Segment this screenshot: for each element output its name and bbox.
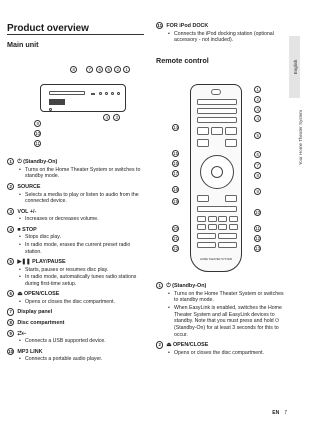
bullet-text: • Opens or closes the disc compartment. bbox=[168, 350, 284, 357]
item-number-badge: 5 bbox=[7, 258, 14, 265]
remote-callout: 7 bbox=[254, 162, 261, 169]
bullet-list bbox=[156, 31, 284, 45]
bullet-text: • When EasyLink is enabled, switches the Home Theater System and all EasyLink devices to standby. Note that you must press and hold ⏻ (Standby-On) for at least 3 seconds for this to occur. bbox=[168, 305, 284, 339]
item-title-text: ⏏ OPEN/CLOSE bbox=[17, 291, 60, 298]
item-title bbox=[7, 258, 142, 266]
display-panel bbox=[49, 99, 65, 105]
list-item bbox=[7, 290, 142, 305]
list-item bbox=[156, 282, 284, 339]
bullet-text: • Selects a media to play or listen to audio from the connected device. bbox=[19, 192, 142, 206]
bullet-text: • In radio mode, automatically tunes radio stations during first-time setup. bbox=[19, 274, 142, 288]
function-key bbox=[197, 233, 216, 239]
unit-button bbox=[105, 92, 108, 95]
function-key bbox=[218, 233, 237, 239]
list-item bbox=[7, 226, 142, 256]
number-key bbox=[197, 224, 206, 230]
disc-slot bbox=[49, 91, 85, 95]
item-title bbox=[7, 208, 142, 216]
ipod-dock-entry bbox=[156, 22, 284, 47]
bullet-text: • Connects a portable audio player. bbox=[19, 356, 142, 363]
page-title: Product overview bbox=[7, 23, 89, 34]
remote-callout: 5 bbox=[254, 132, 261, 139]
list-item bbox=[156, 341, 284, 356]
remote-button bbox=[225, 139, 237, 147]
page-footer bbox=[272, 410, 287, 417]
source-row bbox=[197, 108, 237, 114]
unit-callout: 9 bbox=[34, 120, 41, 127]
item-number-badge: 2 bbox=[7, 183, 14, 190]
unit-callout: 10 bbox=[35, 131, 41, 136]
list-item bbox=[7, 308, 142, 316]
remote-callout: 17 bbox=[173, 171, 179, 176]
unit-callout: 1 bbox=[123, 66, 130, 73]
standby-button-icon bbox=[211, 89, 221, 95]
function-key bbox=[218, 242, 237, 248]
item-title bbox=[156, 341, 284, 349]
unit-callout: 5 bbox=[105, 66, 112, 73]
main-unit-body bbox=[40, 84, 126, 112]
remote-callout: 13 bbox=[255, 246, 261, 251]
bullet-list bbox=[7, 356, 142, 363]
bullet-list bbox=[7, 167, 142, 181]
list-item bbox=[156, 22, 284, 44]
item-title-text: ⏏ OPEN/CLOSE bbox=[166, 342, 209, 349]
bullet-text: • Turns on the Home Theater System or switches to standby mode. bbox=[19, 167, 142, 181]
usb-port-icon bbox=[91, 93, 95, 95]
remote-callout: 18 bbox=[173, 187, 179, 192]
item-title bbox=[7, 319, 142, 327]
item-number-badge: 1 bbox=[7, 158, 14, 165]
item-title bbox=[7, 226, 142, 234]
item-number-badge: 11 bbox=[157, 23, 162, 28]
footer-lang: EN bbox=[272, 409, 280, 416]
item-title bbox=[156, 282, 284, 290]
unit-callout: 7 bbox=[86, 66, 93, 73]
usb-icon: ⮂⇠ bbox=[17, 330, 27, 337]
unit-callout: 11 bbox=[35, 141, 40, 146]
navigation-pad bbox=[200, 155, 234, 189]
number-key bbox=[218, 224, 227, 230]
remote-callout: 21 bbox=[173, 236, 179, 241]
source-row bbox=[197, 99, 237, 105]
remote-callout: 9 bbox=[254, 188, 261, 195]
item-number-badge: 4 bbox=[7, 226, 14, 233]
number-key bbox=[208, 224, 217, 230]
item-number-badge: 2 bbox=[156, 341, 163, 348]
remote-callout: 1 bbox=[254, 86, 261, 93]
item-title bbox=[156, 22, 284, 30]
bullet-text: • Stops disc play. bbox=[19, 234, 142, 241]
remote-button bbox=[211, 127, 223, 135]
remote-button bbox=[197, 139, 209, 147]
remote-callout: 11 bbox=[255, 226, 260, 231]
list-item bbox=[7, 348, 142, 363]
item-title-text: ⏻ (Standby-On) bbox=[17, 159, 58, 166]
remote-callout: 6 bbox=[254, 151, 261, 158]
remote-button bbox=[197, 127, 209, 135]
number-key bbox=[229, 224, 238, 230]
section-side-label: Your Home Theater System bbox=[298, 110, 303, 166]
function-key bbox=[197, 242, 216, 248]
remote-callout: 15 bbox=[173, 151, 179, 156]
remote-button bbox=[225, 127, 237, 135]
bullet-text: • Connects a USB supported device. bbox=[19, 338, 142, 345]
remote-title: Remote control bbox=[156, 56, 209, 65]
main-unit-list bbox=[7, 158, 142, 366]
page-number: 7 bbox=[284, 409, 287, 416]
item-title bbox=[7, 290, 142, 298]
remote-callout: 20 bbox=[173, 226, 179, 231]
item-number-badge: 3 bbox=[7, 208, 14, 215]
bullet-text: • Increases or decreases volume. bbox=[19, 216, 142, 223]
item-number-badge: 6 bbox=[7, 290, 14, 297]
item-title-text: Disc compartment bbox=[17, 320, 65, 327]
main-unit-diagram bbox=[40, 70, 128, 114]
bullet-list bbox=[7, 234, 142, 255]
remote-button bbox=[225, 195, 237, 202]
remote-callout: 3 bbox=[254, 106, 261, 113]
remote-callout: 10 bbox=[255, 210, 261, 215]
number-key bbox=[197, 216, 206, 222]
bullet-list bbox=[7, 216, 142, 223]
item-number-badge: 1 bbox=[156, 282, 163, 289]
bullet-text: • Starts, pauses or resumes disc play. bbox=[19, 267, 142, 274]
item-title bbox=[7, 158, 142, 166]
remote-callout: 16 bbox=[173, 161, 179, 166]
item-title-text: SOURCE bbox=[17, 183, 41, 190]
bullet-list bbox=[156, 350, 284, 357]
item-number-badge: 10 bbox=[8, 348, 14, 354]
language-tab bbox=[289, 36, 300, 98]
unit-callout: 4 bbox=[103, 114, 110, 121]
item-title bbox=[7, 348, 142, 356]
list-item bbox=[7, 330, 142, 345]
ok-button-icon bbox=[211, 166, 223, 178]
bullet-text: • Turns on the Home Theater System or switches to standby mode. bbox=[168, 291, 284, 305]
list-item bbox=[7, 208, 142, 223]
number-key bbox=[218, 216, 227, 222]
item-number-badge: 7 bbox=[7, 308, 14, 315]
remote-callout: 22 bbox=[173, 246, 179, 251]
remote-callout: 19 bbox=[173, 199, 179, 204]
transport-row bbox=[197, 206, 237, 212]
list-item bbox=[7, 258, 142, 288]
remote-callout: 4 bbox=[254, 115, 261, 122]
unit-callout: 6 bbox=[96, 66, 103, 73]
item-title-text: FOR iPod DOCK bbox=[166, 23, 209, 30]
remote-callout: 2 bbox=[254, 96, 261, 103]
item-title bbox=[7, 183, 142, 191]
remote-callout: 8 bbox=[254, 172, 261, 179]
remote-control-diagram bbox=[190, 84, 242, 272]
item-title-text: VOL +/- bbox=[17, 208, 37, 215]
remote-callout: 12 bbox=[255, 236, 261, 241]
list-item bbox=[7, 319, 142, 327]
list-item bbox=[7, 158, 142, 180]
item-title-text: ▶❚❚ PLAY/PAUSE bbox=[17, 259, 66, 266]
bullet-list bbox=[7, 299, 142, 306]
unit-button bbox=[99, 92, 102, 95]
item-number-badge: 8 bbox=[7, 319, 14, 326]
item-title bbox=[7, 308, 142, 316]
main-unit-title: Main unit bbox=[7, 40, 39, 49]
language-tab-label: English bbox=[293, 59, 299, 75]
mp3-link-jack bbox=[49, 108, 52, 111]
bullet-text: • In radio mode, erases the current preset radio station. bbox=[19, 242, 142, 256]
unit-callout: 8 bbox=[70, 66, 77, 73]
item-number-badge: 9 bbox=[7, 330, 14, 337]
item-title-text: ⏻ (Standby-On) bbox=[166, 283, 207, 290]
number-key bbox=[229, 216, 238, 222]
remote-brand-label: HOME THEATER SYSTEM bbox=[200, 257, 232, 261]
bullet-text: • Connects the iPod docking station (optional accessory - not included). bbox=[168, 31, 284, 45]
remote-list bbox=[156, 282, 284, 359]
item-title-text: Display panel bbox=[17, 309, 53, 316]
unit-button bbox=[111, 92, 114, 95]
unit-callout: 3 bbox=[113, 114, 120, 121]
unit-button bbox=[117, 92, 120, 95]
unit-callout: 2 bbox=[114, 66, 121, 73]
bullet-list bbox=[7, 338, 142, 345]
source-row bbox=[197, 117, 237, 123]
item-title-text: ■ STOP bbox=[17, 226, 37, 233]
list-item bbox=[7, 183, 142, 205]
item-title bbox=[7, 330, 142, 338]
bullet-list bbox=[7, 267, 142, 288]
bullet-text: • Opens or closes the disc compartment. bbox=[19, 299, 142, 306]
remote-button bbox=[197, 195, 209, 202]
number-key bbox=[208, 216, 217, 222]
title-rule bbox=[7, 34, 144, 35]
remote-callout: 14 bbox=[173, 125, 179, 130]
bullet-list bbox=[7, 192, 142, 206]
bullet-list bbox=[156, 291, 284, 339]
item-title-text: MP3 LINK bbox=[17, 348, 43, 355]
